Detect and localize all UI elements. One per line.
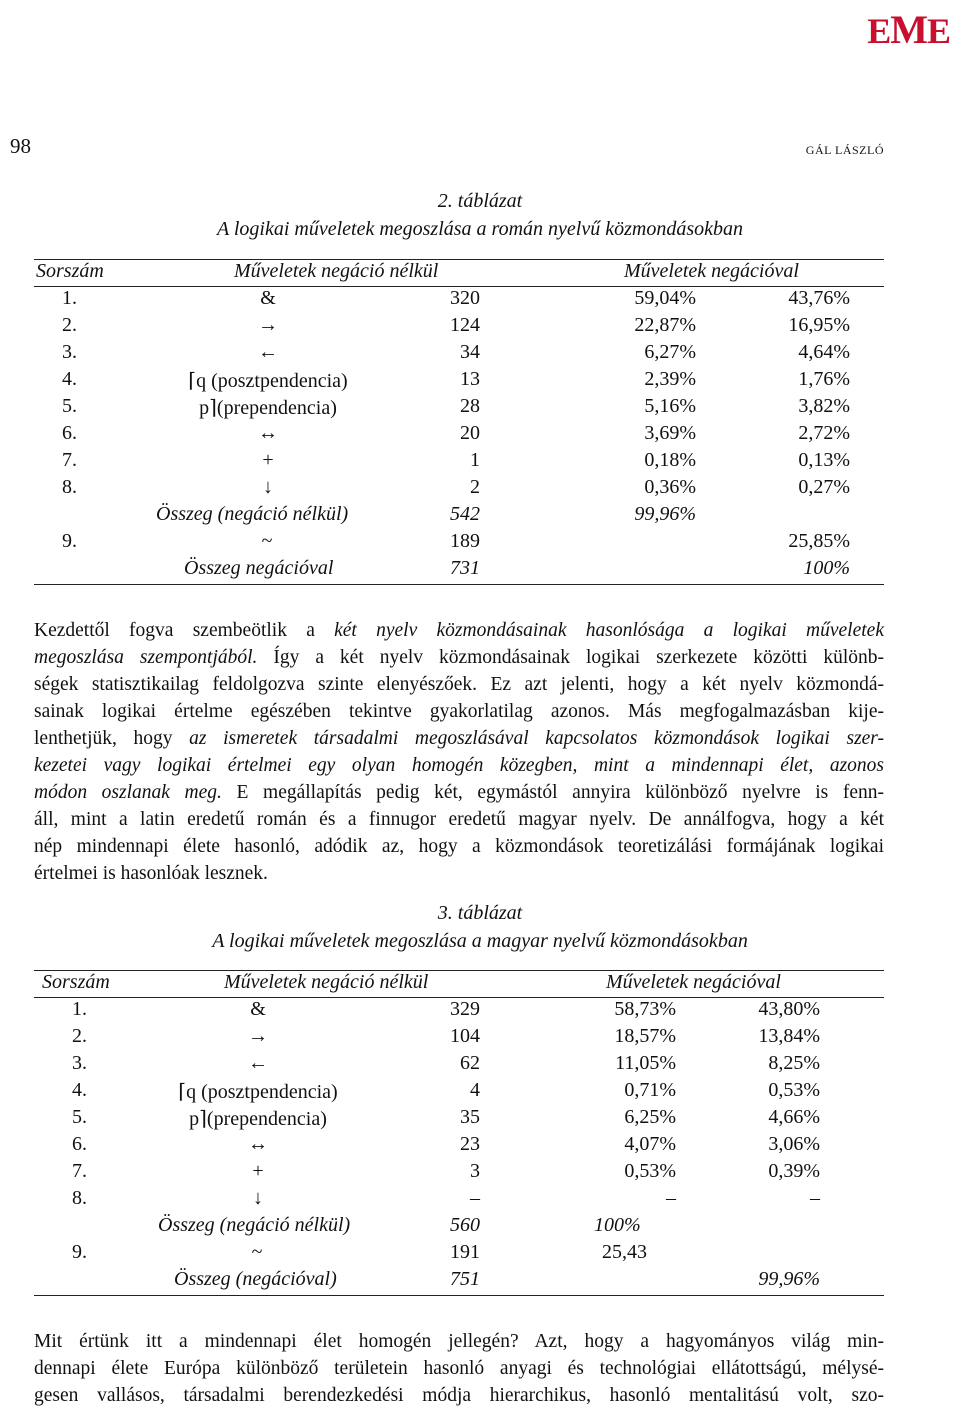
sum-label: Összeg (negációval) [174,1268,337,1290]
row-number: 2. [72,1025,87,1047]
row-percent-negation: 8,25% [768,1052,820,1074]
row-number: 4. [72,1079,87,1101]
text-line [34,617,884,644]
text-line: értelmei is hasonlóak lesznek. [34,863,268,884]
sum-percent: 100% [803,557,850,579]
text-line [34,644,884,671]
text-line: Mit értünk itt a mindennapi élet homogén jellegén? Azt, hogy a hagyományos világ min- [34,1331,884,1352]
sum-row [34,503,884,530]
row-percent-negation: 1,76% [798,368,850,390]
row-count: 3 [470,1160,480,1182]
row-operator: ⌈q (posztpendencia) [178,1081,338,1103]
sum-row [34,557,884,585]
row-percent-no-negation: 59,04% [634,287,696,309]
header-negation: Műveletek negációval [606,971,781,993]
table-row [34,395,884,422]
sum-percent: 100% [594,1214,641,1236]
row-count: 104 [450,1025,480,1047]
text-line [34,779,884,806]
row-number: 2. [62,314,77,336]
text-line: ségek statisztikailag feldolgozva szinte elenyészőek. Ez azt jelenti, hogy a két nyelv közmondá- [34,674,884,695]
italic-run: megoszlása szempontjából. [34,647,258,668]
text-run: Így a két nyelv közmondásainak logikai szerkezete közötti különb- [257,647,884,668]
sum-count: 560 [450,1214,480,1236]
table2 [34,259,884,585]
table-row [34,449,884,476]
row-count: 34 [460,341,480,363]
table3-title: A logikai műveletek megoszlása a magyar nyelvű közmondásokban [212,930,748,952]
row-percent-negation: 3,06% [768,1133,820,1155]
body-paragraph [34,1328,884,1409]
table-row [34,314,884,341]
row-count: 20 [460,422,480,444]
row-operator: ← [248,1052,268,1074]
row-count: 189 [450,530,480,552]
row-operator: ↓ [253,1187,263,1209]
row-number: 3. [72,1052,87,1074]
table-row [34,1160,884,1187]
row-count: 13 [460,368,480,390]
sum-row [34,1268,884,1296]
row-percent-no-negation: 18,57% [614,1025,676,1047]
table-row [34,341,884,368]
text-run: lenthetjük, hogy [34,728,190,749]
sum-label: Összeg (negáció nélkül) [158,1214,351,1236]
table3-number: 3. táblázat [437,902,523,924]
row-number: 3. [62,341,77,363]
table2-title: A logikai műveletek megoszlása a román nyelvű közmondásokban [216,218,743,240]
row-number: 1. [62,287,77,309]
row-percent-no-negation: – [666,1187,676,1209]
row-percent-negation: 43,76% [788,287,850,309]
row-number: 7. [62,449,77,471]
row-operator: ← [258,341,278,363]
row-count: – [470,1187,480,1209]
row-percent-no-negation: 6,27% [644,341,696,363]
row-operator: + [252,1160,264,1182]
row-number: 5. [62,395,77,417]
italic-run: két nyelv közmondásainak hasonlósága a logikai műveletek [334,620,884,641]
brand-logo [867,6,950,53]
table3 [34,970,884,1296]
table-header-row [34,259,884,287]
row-number: 6. [72,1133,87,1155]
text-line [34,725,884,752]
row-operator: + [262,449,274,471]
header-no-negation: Műveletek negáció nélkül [234,260,439,282]
italic-run: módon oszlanak meg. [34,782,222,803]
row-percent-negation: 0,53% [768,1079,820,1101]
header-negation: Műveletek negációval [624,260,799,282]
table-row [34,368,884,395]
brand-letter: M [890,7,927,52]
row-percent-negation: – [810,1187,820,1209]
row-percent-no-negation: 0,53% [624,1160,676,1182]
row-operator: & [250,998,266,1020]
row-number: 8. [62,476,77,498]
italic-run: kezetei vagy logikai értelmei egy olyan homogén közegben, mint a mindennapi élet, azonos [34,755,884,776]
sum-count: 751 [450,1268,480,1290]
row-count: 23 [460,1133,480,1155]
row-count: 4 [470,1079,480,1101]
row-operator: ⌈q (posztpendencia) [188,370,348,392]
row-operator: p⌉(prependencia) [199,397,337,419]
row-percent: 25,43 [602,1241,647,1263]
row-percent-no-negation: 58,73% [614,998,676,1020]
row-count: 2 [470,476,480,498]
row-percent-negation: 2,72% [798,422,850,444]
page-number: 98 [10,134,31,158]
row-operator: ~ [251,1241,263,1263]
row-operator: ↔ [258,422,278,444]
row-count: 124 [450,314,480,336]
row-operator: ~ [261,530,273,552]
header-sorszam: Sorszám [36,260,104,282]
row-number: 5. [72,1106,87,1128]
text-run: Kezdettől fogva szembeötlik a [34,620,335,641]
sum-count: 731 [450,557,480,579]
table-row [34,1079,884,1106]
text-line: nép mindennapi élete hasonló, adódik az, hogy a közmondások teoretizálási formájának logikai [34,836,884,857]
row-percent-no-negation: 3,69% [644,422,696,444]
row-percent-negation: 4,66% [768,1106,820,1128]
row-operator: p⌉(prependencia) [189,1108,327,1130]
table-row [34,422,884,449]
row-count: 28 [460,395,480,417]
row-percent-no-negation: 4,07% [624,1133,676,1155]
sum-label: Összeg negációval [184,557,334,579]
row-percent-no-negation: 0,36% [644,476,696,498]
sum-percent: 99,96% [758,1268,820,1290]
table-header-row [34,970,884,998]
header-sorszam: Sorszám [42,971,110,993]
row-percent-no-negation: 22,87% [634,314,696,336]
row-number: 6. [62,422,77,444]
row-number: 8. [72,1187,87,1209]
row-operator: ↔ [248,1133,268,1155]
text-line [34,752,884,779]
row-count: 191 [450,1241,480,1263]
text-line: gesen vallásos, társadalmi berendezkedési módja hierarchikus, hasonló mentalitású volt, szo- [34,1385,884,1406]
table-row [34,476,884,503]
row-percent-no-negation: 6,25% [624,1106,676,1128]
italic-run: az ismeretek társadalmi megoszlásával kapcsolatos közmondások logikai szer- [189,728,884,749]
row-number: 4. [62,368,77,390]
table-row [34,1133,884,1160]
row-percent-no-negation: 0,18% [644,449,696,471]
row-number: 9. [72,1241,87,1263]
row-percent-negation: 0,27% [798,476,850,498]
body-paragraph [34,617,884,887]
row-percent-negation: 4,64% [798,341,850,363]
row-count: 1 [470,449,480,471]
row-percent-no-negation: 5,16% [644,395,696,417]
table-row [34,1187,884,1214]
text-line: sainak logikai értelme egészében tekintve gyakorlatilag azonos. Más megfogalmazásban kije- [34,701,884,722]
row-number: 1. [72,998,87,1020]
table-row [34,998,884,1025]
row-percent-no-negation: 11,05% [615,1052,676,1074]
row-percent-no-negation: 0,71% [624,1079,676,1101]
row-number: 7. [72,1160,87,1182]
row-percent-negation: 13,84% [758,1025,820,1047]
row-count: 329 [450,998,480,1020]
table-row [34,1025,884,1052]
table-row [34,1241,884,1268]
row-percent-negation: 16,95% [788,314,850,336]
row-percent-negation: 0,39% [768,1160,820,1182]
header-no-negation: Műveletek negáció nélkül [224,971,429,993]
sum-row [34,1214,884,1241]
row-count: 62 [460,1052,480,1074]
row-percent-negation: 25,85% [788,530,850,552]
row-percent-no-negation: 2,39% [644,368,696,390]
brand-letter: E [867,11,891,51]
row-percent-negation: 0,13% [798,449,850,471]
text-line: dennapi élete Európa különböző területein hasonló anyagi és technológiai ellátottságú, mélysé- [34,1358,884,1379]
table-row [34,530,884,557]
brand-letter: E [926,11,950,51]
sum-count: 542 [450,503,480,525]
table-row [34,1106,884,1133]
sum-label: Összeg (negáció nélkül) [156,503,349,525]
row-operator: ↓ [263,476,273,498]
row-operator: → [258,314,278,336]
table-row [34,1052,884,1079]
row-count: 320 [450,287,480,309]
text-run: E megállapítás pedig két, egymástól annyira különböző nyelvre is fenn- [221,782,884,803]
row-operator: → [248,1025,268,1047]
row-percent-negation: 43,80% [758,998,820,1020]
text-line: áll, mint a latin eredetű román és a finnugor eredetű magyar nyelv. De annálfogva, hogy a két [34,809,884,830]
row-percent-negation: 3,82% [798,395,850,417]
row-number: 9. [62,530,77,552]
table2-number: 2. táblázat [437,190,523,212]
row-operator: & [260,287,276,309]
running-head-author: GÁL LÁSZLÓ [805,143,884,157]
sum-percent: 99,96% [634,503,696,525]
row-count: 35 [460,1106,480,1128]
table-row [34,287,884,314]
